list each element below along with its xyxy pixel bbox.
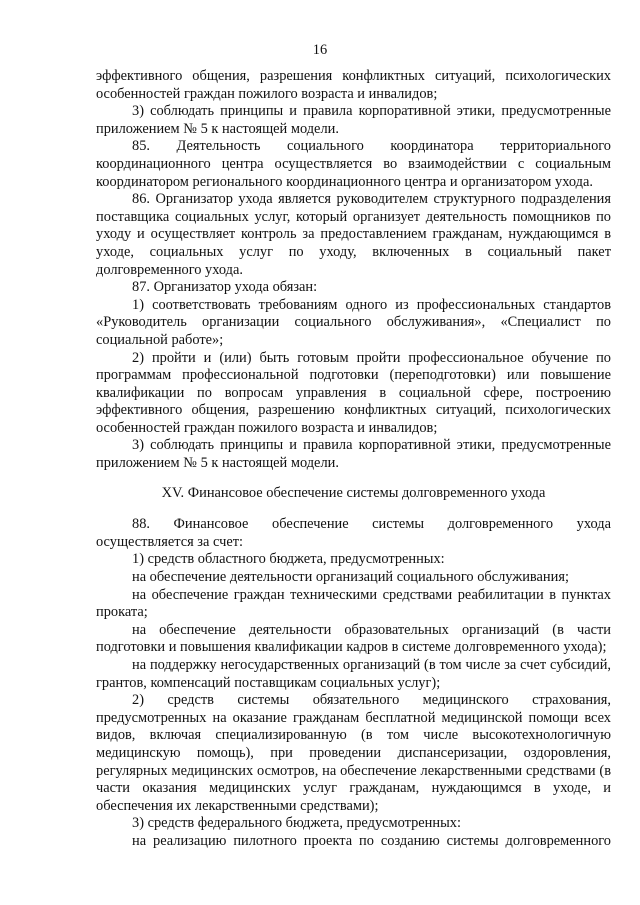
paragraph: 86. Организатор ухода является руководителем структурного подразделения поставщика социальных услуг, который организует деятельность помощников по уходу и осуществляет контроль за предоставлением гражданам, нуждающимся в уходе, социальных услуг по уходу, включенных в социальный пакет долговременного ухода. — [96, 191, 611, 278]
paragraph: 2) пройти и (или) быть готовым пройти профессиональное обучение по программам профессиональной подготовки (переподготовки) или повышение квалификации по вопросам управления в социальной сфере, построению эффективного общения, разрешению конфликтных ситуаций, психологических особенностей граждан пожилого возраста и инвалидов; — [96, 349, 611, 436]
section-heading: XV. Финансовое обеспечение системы долговременного ухода — [161, 484, 546, 501]
paragraph: 87. Организатор ухода обязан: — [132, 279, 318, 296]
paragraph: 1) средств областного бюджета, предусмотренных: — [132, 551, 445, 568]
paragraph: 88. Финансовое обеспечение системы долговременного ухода осуществляется за счет: — [96, 516, 611, 550]
document-body — [96, 68, 611, 851]
paragraph: 2) средств системы обязательного медицинского страхования, предусмотренных на оказание гражданам бесплатной медицинской помощи всех видов, включая специализированную (в том числе высокотехнологичную медицинскую помощь), при проведении диспансеризации, оздоровления, регулярных медицинских осмотров, на обеспечение лекарственными средствами (в части оказания медицинских услуг гражданам, нуждающимся в уходе, и обеспечения их лекарственными средствами); — [96, 692, 611, 814]
paragraph: на реализацию пилотного проекта по созданию системы долговременного — [132, 832, 611, 849]
paragraph: на обеспечение деятельности организаций социального обслуживания; — [132, 569, 569, 586]
paragraph: 85. Деятельность социального координатора территориального координационного центра осуществляется во взаимодействии с социальным координатором регионального координационного центра и организатором ухода. — [96, 138, 611, 190]
paragraph: 3) соблюдать принципы и правила корпоративной этики, предусмотренные приложением № 5 к настоящей модели. — [96, 437, 611, 472]
paragraph: 1) соответствовать требованиям одного из профессиональных стандартов «Руководитель организации социального обслуживания», «Специалист по социальной работе»; — [96, 296, 611, 348]
paragraph: 3) соблюдать принципы и правила корпоративной этики, предусмотренные приложением № 5 к настоящей модели. — [96, 103, 611, 137]
paragraph: на обеспечение деятельности образовательных организаций (в части подготовки и повышения квалификации кадров в системе долговременного ухода); — [96, 621, 611, 656]
paragraph: эффективного общения, разрешения конфликтных ситуаций, психологических особенностей граждан пожилого возраста и инвалидов; — [96, 68, 611, 102]
paragraph: на обеспечение граждан техническими средствами реабилитации в пунктах проката; — [96, 586, 611, 621]
paragraph: на поддержку негосударственных организаций (в том числе за счет субсидий, грантов, компенсаций поставщикам социальных услуг); — [96, 657, 611, 691]
page-number: 16 — [312, 42, 328, 58]
paragraph: 3) средств федерального бюджета, предусмотренных: — [132, 815, 461, 832]
